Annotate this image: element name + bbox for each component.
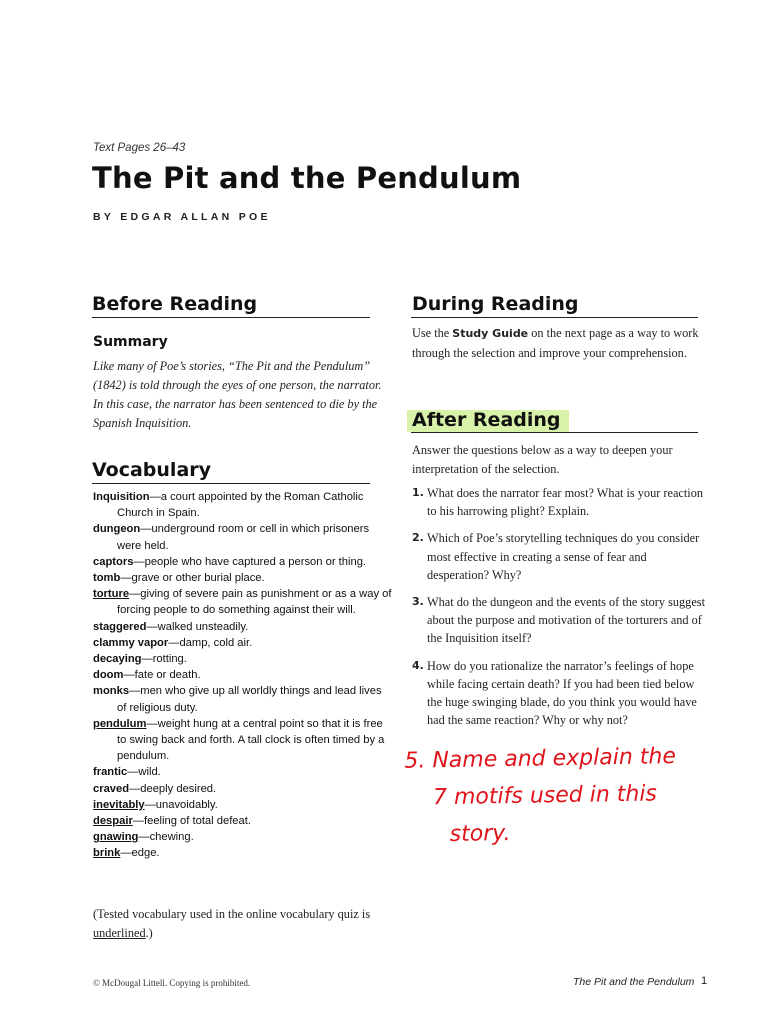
after-reading-heading: After Reading (412, 409, 561, 431)
summary-text: Like many of Poe’s stories, “The Pit and the Pendulum” (1842) is told through the eyes of one person, the narrator. In this case, the narrator has been sentenced to die by the Spanish Inquisition. (93, 359, 382, 430)
question-item (412, 657, 708, 730)
during-reading-heading: During Reading (412, 293, 579, 315)
handwritten-line: 5. Name and explain the (404, 744, 677, 774)
vocab-term: pendulum (93, 717, 147, 730)
vocab-definition: —rotting. (141, 653, 187, 666)
copyright-notice: © McDougal Littell. Copying is prohibited. (93, 978, 251, 988)
vocab-definition: —men who give up all worldly things and lead lives of religious duty. (117, 685, 382, 714)
vocab-entry (93, 521, 393, 553)
vocab-term: Inquisition (93, 491, 150, 503)
during-reading-text (412, 324, 712, 362)
vocab-entry (93, 781, 393, 797)
question-item (412, 593, 708, 648)
vocab-term: monks (93, 685, 130, 698)
question-text: What does the narrator fear most? What is your reaction to his harrowing plight? Explain. (427, 486, 704, 519)
vocab-term: decaying (93, 653, 142, 666)
vocab-term: inevitably (93, 798, 145, 811)
vocab-definition: —damp, cold air. (168, 636, 253, 649)
vocab-entry (93, 619, 393, 635)
vocab-entry (93, 667, 393, 683)
vocab-term: gnawing (93, 831, 139, 844)
question-number: 2. (412, 531, 424, 545)
vocab-definition: —a court appointed by the Roman Catholic Church in Spain. (117, 491, 364, 520)
vocab-entry (93, 764, 393, 780)
vocab-entry (93, 635, 393, 651)
vocab-definition: —people who have captured a person or thing. (133, 555, 367, 568)
vocab-definition: —underground room or cell in which prisoners were held. (117, 523, 370, 552)
vocab-definition: —wild. (127, 766, 161, 779)
during-text-start: Use the (412, 326, 453, 340)
summary-heading: Summary (93, 334, 168, 350)
vocab-entry (93, 813, 393, 829)
before-reading-heading: Before Reading (92, 293, 258, 315)
vocab-entry (93, 683, 393, 715)
author-byline: BY EDGAR ALLAN POE (93, 211, 271, 223)
vocab-term: brink (93, 847, 121, 860)
vocab-entry (93, 845, 393, 861)
during-text-end: on the next page as a way to work through the selection and improve your comprehension. (412, 326, 699, 360)
vocab-definition: —deeply desired. (129, 782, 217, 795)
vocab-definition: —fate or death. (123, 669, 201, 682)
vocab-entry (93, 716, 393, 765)
vocab-term: torture (93, 588, 130, 601)
question-text: What do the dungeon and the events of the story suggest about the purpose and motivation of the torturers and of the Inquisition itself? (427, 595, 705, 646)
running-title: The Pit and the Pendulum (573, 976, 695, 988)
question-item (412, 529, 708, 584)
before-reading-rule (92, 317, 370, 318)
vocab-term: frantic (93, 766, 128, 779)
vocabulary-note (93, 905, 383, 943)
vocab-definition: —unavoidably. (144, 798, 218, 811)
handwritten-line: story. (449, 820, 511, 848)
vocabulary-list (93, 489, 393, 862)
text-pages-label: Text Pages 26–43 (93, 142, 186, 154)
vocab-definition: —grave or other burial place. (120, 572, 265, 585)
vocab-definition: —feeling of total defeat. (132, 815, 251, 828)
vocab-term: clammy vapor (93, 636, 169, 649)
vocab-term: craved (93, 782, 130, 795)
vocab-term: staggered (93, 620, 147, 633)
after-reading-intro: Answer the questions below as a way to deepen your interpretation of the selection. (412, 443, 673, 476)
page-number: 1 (701, 975, 708, 987)
study-guide-link: Study Guide (452, 327, 529, 340)
vocab-entry (93, 797, 393, 813)
vocab-term: tomb (93, 572, 121, 585)
vocab-entry (93, 586, 393, 618)
handwritten-line: 7 motifs used in this (432, 781, 658, 811)
question-text: Which of Poe’s storytelling techniques do you consider most effective in creating a sense of fear and desperation? Why? (427, 531, 700, 582)
vocab-definition: —edge. (120, 847, 160, 860)
vocab-definition: —chewing. (138, 831, 194, 844)
vocab-entry (93, 829, 393, 845)
vocab-definition: —weight hung at a central point so that it is free to swing back and forth. A tall clock is often timed by a pendulum. (117, 717, 385, 763)
note-text: (Tested vocabulary used in the online vocabulary quiz is (93, 907, 371, 921)
vocabulary-rule (92, 483, 370, 484)
question-number: 3. (412, 595, 424, 609)
vocab-entry (93, 570, 393, 586)
question-list (412, 484, 708, 738)
page-title: The Pit and the Pendulum (92, 161, 522, 195)
vocab-entry (93, 489, 393, 521)
note-underlined: underlined (93, 926, 146, 940)
vocab-definition: —giving of severe pain as punishment or as a way of forcing people to do something against their will. (117, 588, 392, 617)
note-end: .) (145, 926, 153, 940)
vocab-entry (93, 651, 393, 667)
after-reading-rule (411, 432, 698, 433)
question-item (412, 484, 708, 520)
vocab-term: doom (93, 669, 124, 682)
during-reading-rule (411, 317, 698, 318)
vocabulary-heading: Vocabulary (92, 459, 212, 481)
vocab-term: despair (93, 815, 133, 828)
vocab-term: captors (93, 555, 134, 568)
vocab-definition: —walked unsteadily. (146, 620, 249, 633)
question-number: 4. (412, 658, 424, 672)
vocab-entry (93, 554, 393, 570)
vocab-term: dungeon (93, 523, 141, 536)
handwritten-question (404, 737, 726, 854)
question-text: How do you rationalize the narrator’s feelings of hope while facing certain death? If you had been tied below the huge swinging blade, do you think you would have had the same reaction? Why or why not? (427, 658, 697, 728)
question-number: 1. (412, 486, 424, 499)
